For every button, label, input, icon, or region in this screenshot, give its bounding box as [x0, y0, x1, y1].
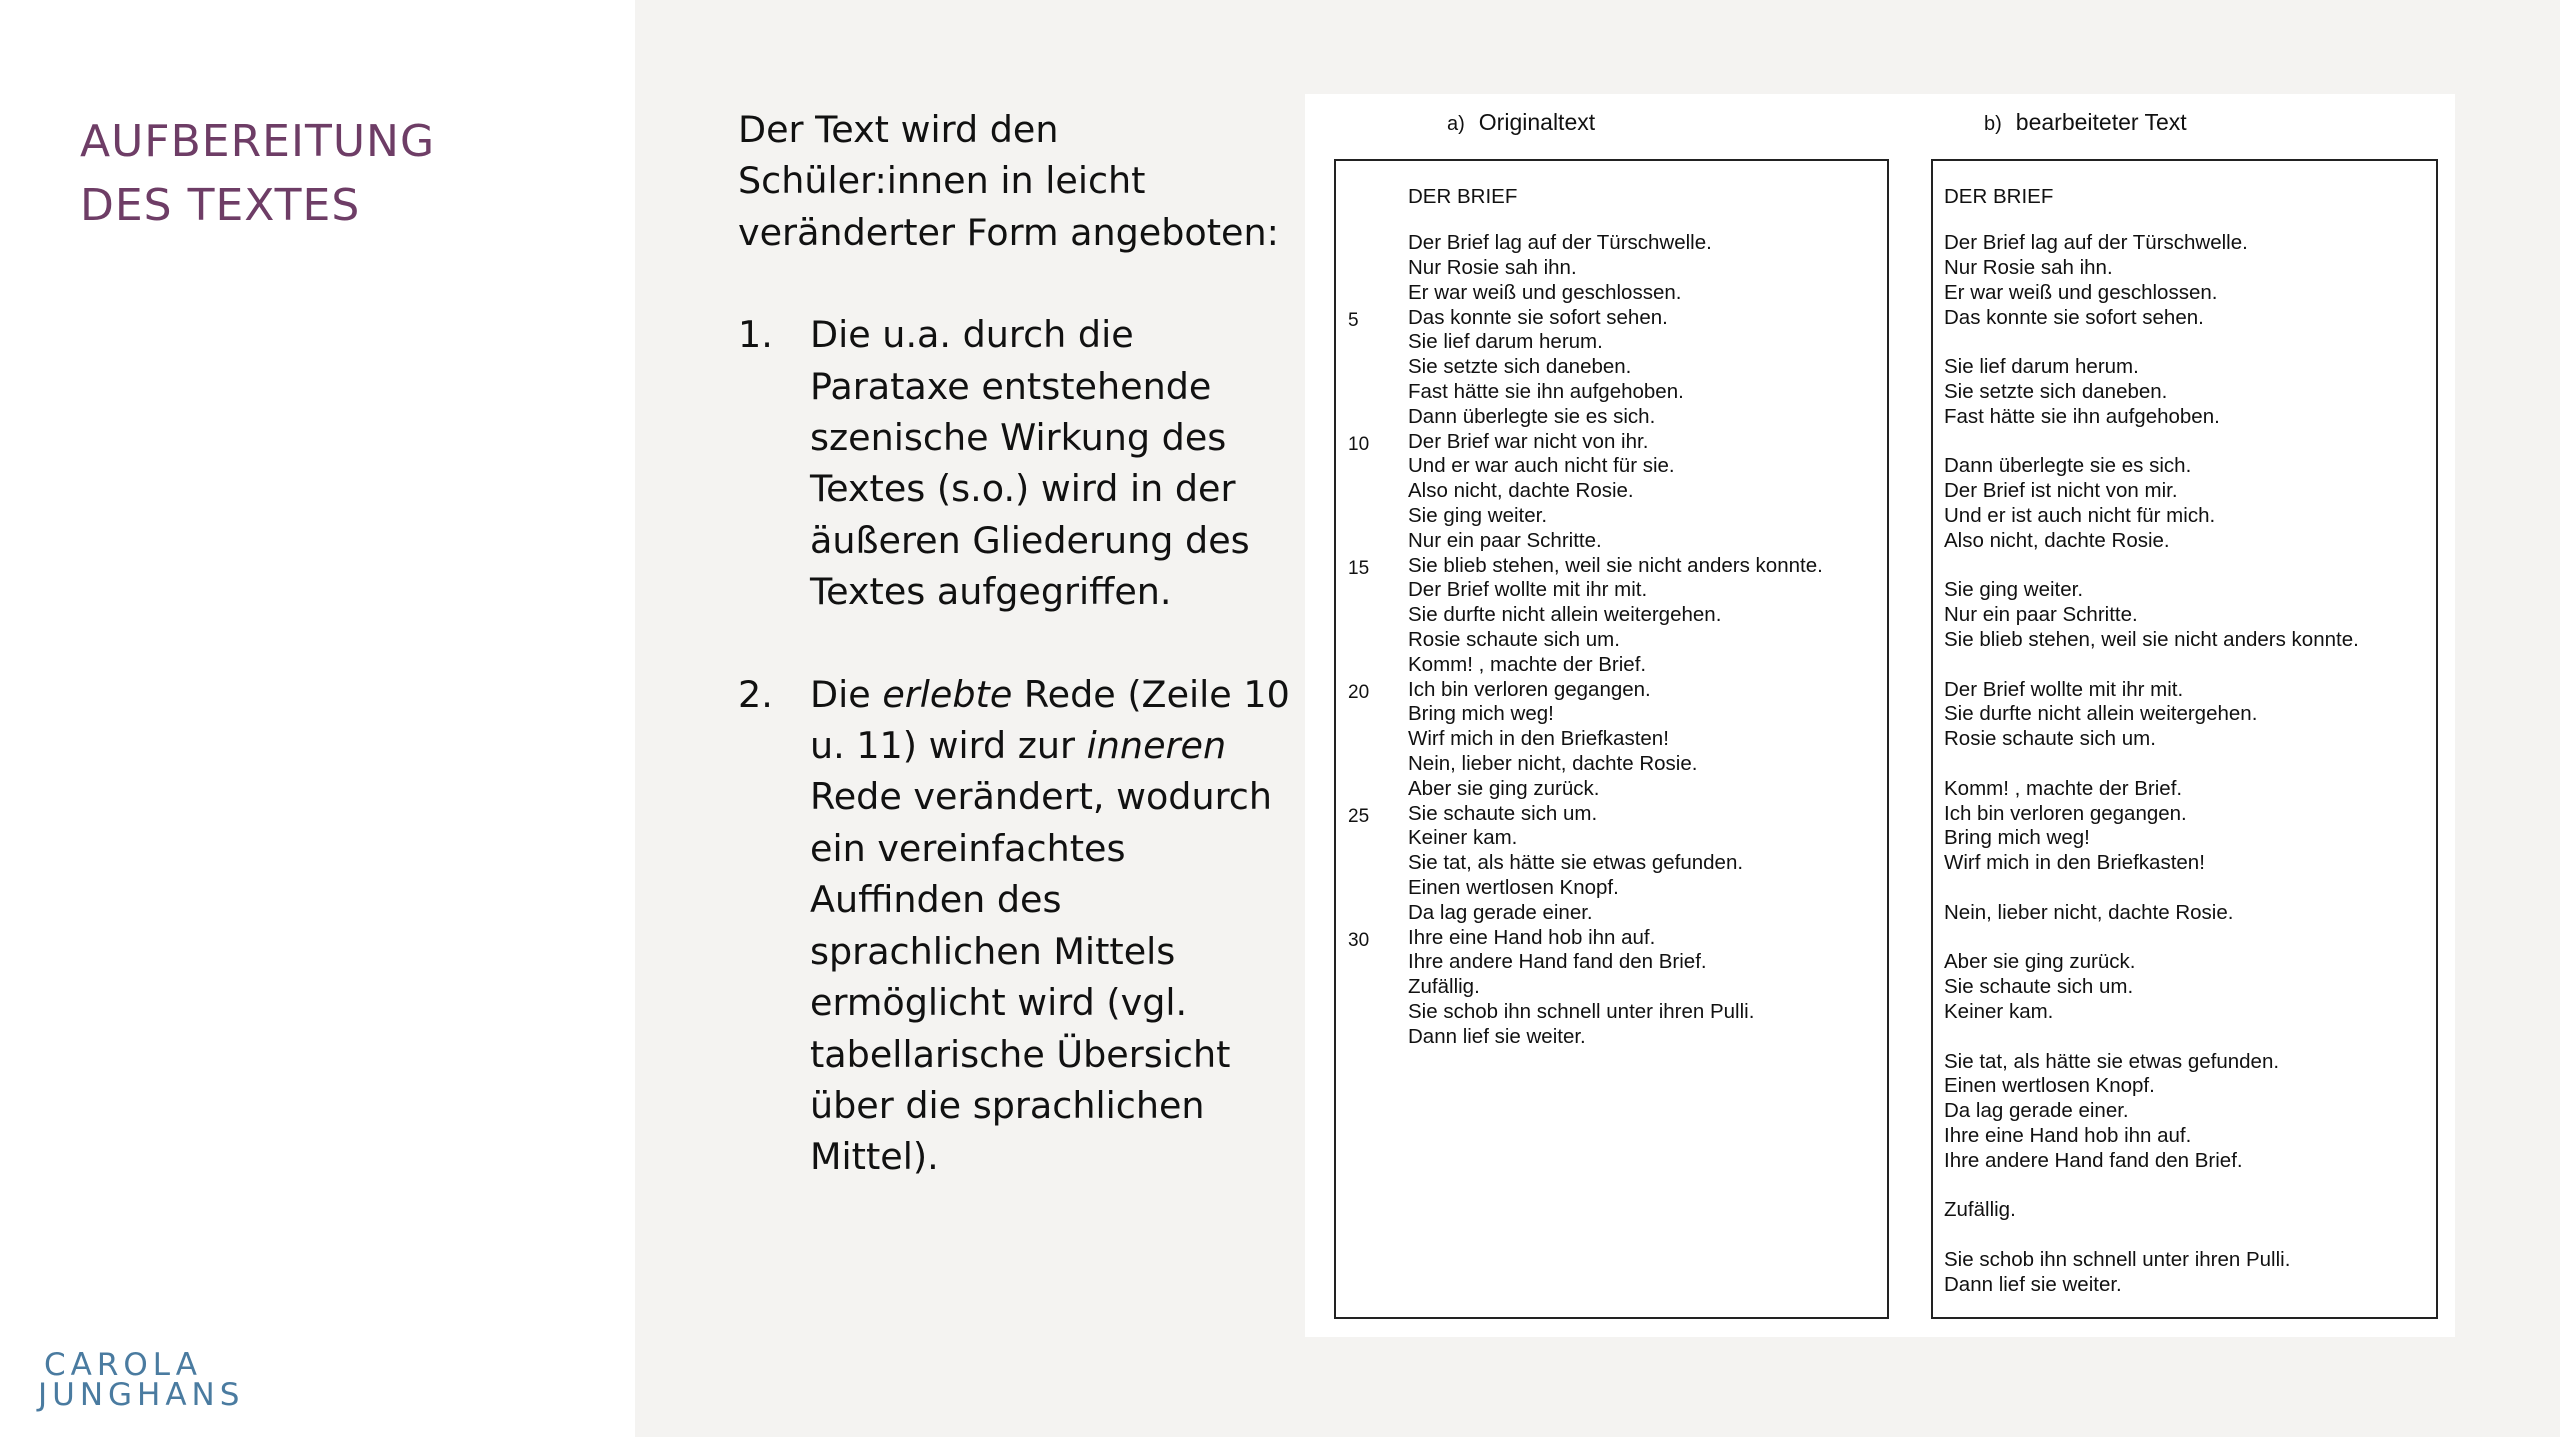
text-line: Das konnte sie sofort sehen. [1944, 305, 2204, 329]
text-line: Sie blieb stehen, weil sie nicht anders konnte. [1408, 553, 1823, 577]
text-line: Nur ein paar Schritte. [1408, 528, 1602, 552]
slide-title-line-2: DES TEXTES [80, 180, 361, 231]
edited-text [1944, 185, 2359, 1298]
text-line: Also nicht, dachte Rosie. [1408, 479, 1634, 503]
edited-text-box [1931, 159, 2438, 1319]
text-line: Zufällig. [1944, 1198, 2016, 1222]
text-line: Er war weiß und geschlossen. [1408, 280, 1682, 304]
text-line: Sie ging weiter. [1944, 578, 2084, 602]
text-line: Dann lief sie weiter. [1408, 1024, 1586, 1048]
emphasis-erlebte: erlebte [882, 672, 1013, 716]
text-line: Sie setzte sich daneben. [1408, 355, 1632, 379]
point-list [738, 309, 1298, 1183]
text-line: Sie schaute sich um. [1408, 801, 1598, 825]
line-number: 15 [1348, 557, 1370, 579]
text-line: Der Brief wollte mit ihr mit. [1944, 677, 2184, 701]
poem-title: DER BRIEF [1408, 185, 1518, 208]
numbered-line [1348, 677, 1823, 703]
text-line: Er war weiß und geschlossen. [1944, 280, 2218, 304]
text-line: Das konnte sie sofort sehen. [1408, 305, 1668, 329]
text-line: Wirf mich in den Briefkasten! [1944, 851, 2205, 875]
line-number: 10 [1348, 433, 1370, 455]
text-line: Und er ist auch nicht für mich. [1944, 504, 2216, 528]
explanation-text [738, 104, 1298, 1183]
text-line: Zufällig. [1408, 975, 1480, 999]
text-line: Dann überlegte sie es sich. [1944, 454, 2192, 478]
text-line: Sie tat, als hätte sie etwas gefunden. [1408, 851, 1744, 875]
brand-logo [38, 1347, 245, 1413]
text-line: Der Brief wollte mit ihr mit. [1408, 578, 1648, 602]
text-line: Sie setzte sich daneben. [1944, 380, 2168, 404]
line-number: 20 [1348, 681, 1370, 703]
text-line: Sie schob ihn schnell unter ihren Pulli. [1408, 1000, 1755, 1023]
line-number: 5 [1348, 309, 1359, 331]
text-line: Keiner kam. [1408, 826, 1518, 850]
numbered-line [1348, 305, 1823, 331]
text-line: Ihre andere Hand fand den Brief. [1408, 950, 1707, 974]
brand-first-name: CAROLA [44, 1347, 202, 1383]
text-line: Bring mich weg! [1408, 702, 1554, 726]
text-line: Aber sie ging zurück. [1944, 950, 2136, 974]
text-comparison-figure [1305, 94, 2455, 1337]
text-line: Sie schaute sich um. [1944, 975, 2134, 999]
text-line: Ihre andere Hand fand den Brief. [1944, 1148, 2243, 1172]
text-line: Bring mich weg! [1944, 826, 2090, 850]
emphasis-inneren: inneren [1086, 724, 1227, 768]
text-line: Da lag gerade einer. [1408, 900, 1593, 924]
text-line: Der Brief ist nicht von mir. [1944, 479, 2178, 503]
list-number: 1. [738, 313, 773, 357]
text-line: Ich bin verloren gegangen. [1944, 801, 2187, 825]
numbered-line [1348, 429, 1823, 455]
text-line: Nein, lieber nicht, dachte Rosie. [1944, 900, 2234, 924]
poem-title: DER BRIEF [1944, 185, 2054, 208]
brand-last-name: JUNGHANS [38, 1377, 245, 1413]
text-line: Sie durfte nicht allein weitergehen. [1408, 603, 1722, 627]
list-item [738, 669, 1298, 1183]
list-text: Die erlebte Rede (Zeile 10 u. 11) wird zur inneren Rede verändert, wodurch ein vereinfachtes Auffinden des sprachlichen Mittels ermöglicht wird (vgl. tabellarische Übersicht über die sprachlichen Mittel). [810, 672, 1290, 1179]
slide-title [80, 110, 435, 238]
title-panel [0, 0, 635, 1437]
text-line: Da lag gerade einer. [1944, 1099, 2129, 1123]
text-line: Ihre eine Hand hob ihn auf. [1408, 925, 1656, 949]
original-text [1348, 185, 1823, 1050]
column-header-original [1447, 109, 1595, 136]
text-line: Einen wertlosen Knopf. [1944, 1074, 2155, 1098]
column-label: bearbeiteter Text [2015, 109, 2187, 135]
text-line: Fast hätte sie ihn aufgehoben. [1408, 380, 1684, 404]
numbered-line [1348, 801, 1823, 827]
line-number: 30 [1348, 929, 1370, 951]
text-line: Und er war auch nicht für sie. [1408, 454, 1675, 478]
text-line: Nur ein paar Schritte. [1944, 603, 2138, 627]
text-line: Der Brief lag auf der Türschwelle. [1944, 231, 2248, 255]
text-line: Sie durfte nicht allein weitergehen. [1944, 702, 2258, 726]
text-line: Sie blieb stehen, weil sie nicht anders konnte. [1944, 628, 2359, 652]
text-line: Sie schob ihn schnell unter ihren Pulli. [1944, 1247, 2291, 1271]
column-letter: a) [1447, 113, 1465, 135]
text-line: Sie lief darum herum. [1408, 330, 1603, 354]
text-line: Also nicht, dachte Rosie. [1944, 528, 2170, 552]
column-label: Originaltext [1478, 109, 1596, 135]
intro-paragraph: Der Text wird den Schüler:innen in leicht veränderter Form angeboten: [738, 108, 1279, 254]
column-letter: b) [1984, 113, 2002, 135]
line-number: 25 [1348, 805, 1370, 827]
text-line: Sie tat, als hätte sie etwas gefunden. [1944, 1049, 2280, 1073]
text-line: Einen wertlosen Knopf. [1408, 876, 1619, 900]
text-line: Rosie schaute sich um. [1944, 727, 2156, 751]
text-line: Nur Rosie sah ihn. [1944, 256, 2113, 280]
text-line: Komm! , machte der Brief. [1408, 652, 1647, 676]
list-item [738, 309, 1298, 617]
text-line: Wirf mich in den Briefkasten! [1408, 727, 1669, 751]
text-line: Fast hätte sie ihn aufgehoben. [1944, 404, 2220, 428]
numbered-line [1348, 553, 1823, 579]
original-text-box [1334, 159, 1889, 1319]
text-line: Dann lief sie weiter. [1944, 1272, 2122, 1296]
column-header-edited [1984, 109, 2187, 136]
numbered-line [1348, 925, 1823, 951]
text-line: Rosie schaute sich um. [1408, 628, 1620, 652]
text-line: Ich bin verloren gegangen. [1408, 677, 1651, 701]
list-number: 2. [738, 672, 773, 716]
list-text: Die u.a. durch die Parataxe entstehende szenische Wirkung des Textes (s.o.) wird in der äußeren Gliederung des Textes aufgegriffen. [810, 313, 1250, 614]
text-line: Aber sie ging zurück. [1408, 776, 1600, 800]
slide-title-line-1: AUFBEREITUNG [80, 116, 436, 167]
text-line: Sie lief darum herum. [1944, 355, 2139, 379]
text-line: Komm! , machte der Brief. [1944, 776, 2183, 800]
text-line: Der Brief war nicht von ihr. [1408, 429, 1649, 453]
text-line: Nur Rosie sah ihn. [1408, 256, 1577, 280]
text-line: Nein, lieber nicht, dachte Rosie. [1408, 752, 1698, 776]
text-line: Keiner kam. [1944, 1000, 2054, 1023]
text-line: Ihre eine Hand hob ihn auf. [1944, 1123, 2192, 1147]
text-line: Dann überlegte sie es sich. [1408, 404, 1656, 428]
text-line: Sie ging weiter. [1408, 504, 1548, 528]
text-line: Der Brief lag auf der Türschwelle. [1408, 231, 1712, 255]
